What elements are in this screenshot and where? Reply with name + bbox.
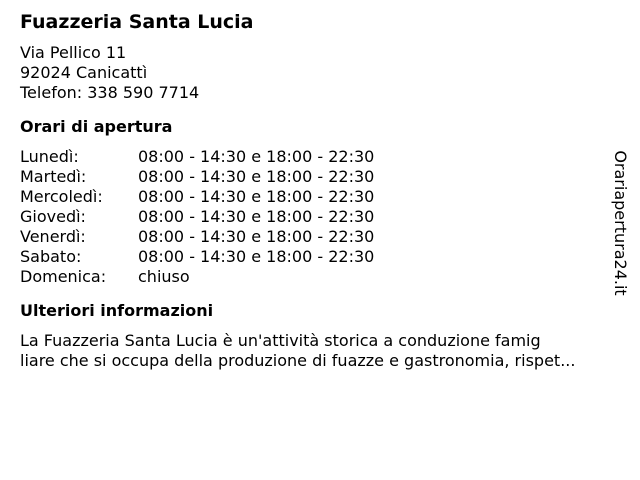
time-value: 08:00 - 14:30 e 18:00 - 22:30: [138, 227, 375, 246]
time-value: 08:00 - 14:30 e 18:00 - 22:30: [138, 247, 375, 266]
hours-row-thursday: [20, 207, 620, 227]
day-label: Martedì:: [20, 167, 87, 186]
address-city: 92024 Canicattì: [20, 63, 148, 82]
time-value: 08:00 - 14:30 e 18:00 - 22:30: [138, 167, 375, 186]
hours-table: [20, 147, 620, 287]
day-label: Giovedì:: [20, 207, 86, 226]
address-street: Via Pellico 11: [20, 43, 127, 62]
time-value: 08:00 - 14:30 e 18:00 - 22:30: [138, 187, 375, 206]
day-label: Venerdì:: [20, 227, 86, 246]
hours-row-sunday: [20, 267, 620, 287]
site-watermark: [610, 135, 630, 310]
hours-heading: Orari di apertura: [20, 117, 173, 136]
info-line: La Fuazzeria Santa Lucia è un'attività storica a conduzione famig: [20, 331, 541, 350]
hours-row-monday: [20, 147, 620, 167]
info-description: [20, 331, 624, 371]
address-block: [20, 43, 620, 103]
info-line: liare che si occupa della produzione di fuazze e gastronomia, rispet...: [20, 351, 576, 370]
hours-row-friday: [20, 227, 620, 247]
time-value: 08:00 - 14:30 e 18:00 - 22:30: [138, 147, 375, 166]
hours-row-tuesday: [20, 167, 620, 187]
day-label: Lunedì:: [20, 147, 79, 166]
address-phone: Telefon: 338 590 7714: [20, 83, 200, 102]
day-label: Sabato:: [20, 247, 82, 266]
info-heading: Ulteriori informazioni: [20, 301, 214, 320]
business-card: [20, 10, 620, 371]
hours-row-wednesday: [20, 187, 620, 207]
day-label: Mercoledì:: [20, 187, 103, 206]
site-name: Orariapertura24.it: [611, 149, 630, 296]
day-label: Domenica:: [20, 267, 107, 286]
hours-row-saturday: [20, 247, 620, 267]
time-value: chiuso: [138, 267, 190, 286]
time-value: 08:00 - 14:30 e 18:00 - 22:30: [138, 207, 375, 226]
business-name: Fuazzeria Santa Lucia: [20, 11, 254, 33]
